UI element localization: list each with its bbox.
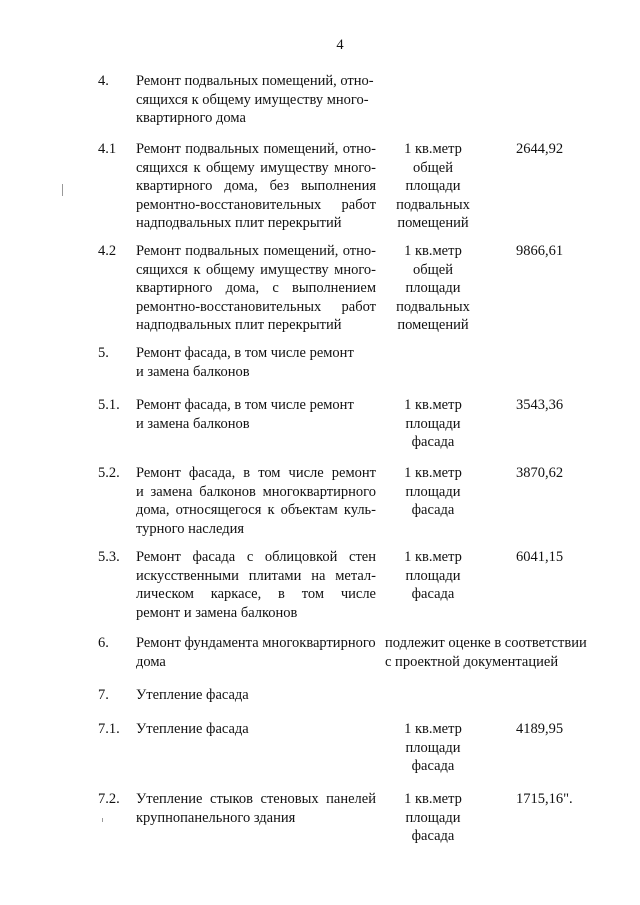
note-line: с проектной документацией [385, 653, 559, 670]
description-line: Утепление стыков стеновых панелей [136, 791, 376, 807]
unit-line: помещений [397, 317, 469, 333]
unit-line: площади [405, 739, 461, 756]
unit-of-measure [380, 396, 486, 452]
unit-of-measure [380, 790, 486, 846]
description-line: искусственными плитами на метал- [136, 567, 376, 584]
unit-line: 1 кв.метр [404, 141, 462, 157]
unit-of-measure [380, 548, 486, 604]
unit-line: площади [405, 415, 461, 432]
description-line: Утепление фасада [136, 721, 249, 737]
unit-line: фасада [411, 434, 455, 450]
unit-of-measure [380, 464, 486, 520]
description-line: Ремонт фасада, в том числе ремонт [136, 465, 376, 481]
description-line: квартирного дома, без выполнения [136, 178, 376, 194]
work-description [136, 242, 376, 335]
description-line: ремонтно-восстановительных работ [136, 196, 376, 213]
description-line: Утепление фасада [136, 687, 249, 703]
unit-line: общей [413, 159, 453, 176]
description-line: сящихся к общему имуществу много- [136, 91, 369, 108]
item-number: 7.1. [98, 721, 120, 737]
work-description [136, 686, 376, 705]
description-line: ремонт и замена балконов [136, 604, 298, 621]
description-line: надподвальных плит перекрытий [136, 215, 342, 231]
item-number: 5.1. [98, 397, 120, 413]
description-line: и замена балконов [136, 415, 250, 432]
work-description [136, 344, 376, 381]
price-value: 3870,62 [516, 465, 564, 481]
item-number: 7. [98, 687, 109, 703]
unit-line: площади [405, 280, 461, 296]
item-number: 4.2 [98, 243, 117, 259]
work-description [136, 72, 376, 128]
unit-line: общей [413, 261, 453, 278]
unit-line: 1 кв.метр [404, 397, 462, 413]
margin-mark [62, 184, 63, 196]
work-description [136, 140, 376, 233]
description-line: ремонтно-восстановительных работ [136, 298, 376, 315]
note-line: подлежит оценке в соответствии [385, 635, 587, 651]
description-line: квартирного дома, с выполнением [136, 280, 376, 296]
price-value: 9866,61 [516, 243, 564, 259]
description-line: Ремонт фундамента многоквартирного [136, 635, 376, 651]
unit-line: фасада [411, 502, 455, 518]
item-number: 5. [98, 345, 109, 361]
unit-line: площади [405, 483, 461, 500]
unit-line: 1 кв.метр [404, 791, 462, 807]
unit-line: площади [405, 809, 461, 826]
margin-mark [102, 818, 103, 822]
item-number: 7.2. [98, 791, 120, 807]
price-value: 1715,16". [516, 791, 573, 807]
unit-line: 1 кв.метр [404, 721, 462, 737]
item-number: 4. [98, 73, 109, 89]
description-line: Ремонт фасада с облицовкой стен [136, 549, 376, 565]
unit-of-measure [380, 242, 486, 335]
price-value: 3543,36 [516, 397, 564, 413]
page-number: 4 [336, 37, 344, 53]
description-line: Ремонт подвальных помещений, отно- [136, 141, 376, 157]
description-line: крупнопанельного здания [136, 809, 296, 826]
description-line: дома, относящегося к объектам куль- [136, 502, 376, 518]
item-number: 5.3. [98, 549, 120, 565]
work-description [136, 548, 376, 622]
unit-line: 1 кв.метр [404, 243, 462, 259]
unit-line: фасада [411, 586, 455, 602]
description-line: сящихся к общему имуществу много- [136, 261, 376, 278]
item-number: 6. [98, 635, 109, 651]
description-line: Ремонт подвальных помещений, отно- [136, 243, 376, 259]
description-line: Ремонт подвальных помещений, отно- [136, 73, 374, 89]
unit-line: площади [405, 178, 461, 194]
price-value: 4189,95 [516, 721, 564, 737]
description-line: и замена балконов многоквартирного [136, 483, 376, 500]
description-line: дома [136, 653, 166, 670]
work-description [136, 720, 376, 739]
description-line: надподвальных плит перекрытий [136, 317, 342, 333]
item-number: 5.2. [98, 465, 120, 481]
description-line: сящихся к общему имуществу много- [136, 159, 376, 176]
assessment-note [385, 634, 595, 671]
unit-of-measure [380, 720, 486, 776]
unit-line: фасада [411, 828, 455, 844]
work-description [136, 634, 376, 671]
unit-line: площади [405, 567, 461, 584]
price-value: 6041,15 [516, 549, 564, 565]
work-description [136, 396, 376, 433]
description-line: квартирного дома [136, 110, 246, 126]
work-description [136, 464, 376, 538]
price-value: 2644,92 [516, 141, 564, 157]
work-description [136, 790, 376, 827]
unit-line: подвальных [396, 298, 470, 315]
unit-line: фасада [411, 758, 455, 774]
unit-line: 1 кв.метр [404, 549, 462, 565]
description-line: турного наследия [136, 520, 245, 537]
description-line: Ремонт фасада, в том числе ремонт [136, 345, 354, 361]
item-number: 4.1 [98, 141, 117, 157]
description-line: лическом каркасе, в том числе [136, 586, 376, 602]
unit-of-measure [380, 140, 486, 233]
unit-line: 1 кв.метр [404, 465, 462, 481]
unit-line: помещений [397, 215, 469, 231]
unit-line: подвальных [396, 196, 470, 213]
description-line: Ремонт фасада, в том числе ремонт [136, 397, 354, 413]
description-line: и замена балконов [136, 363, 250, 380]
